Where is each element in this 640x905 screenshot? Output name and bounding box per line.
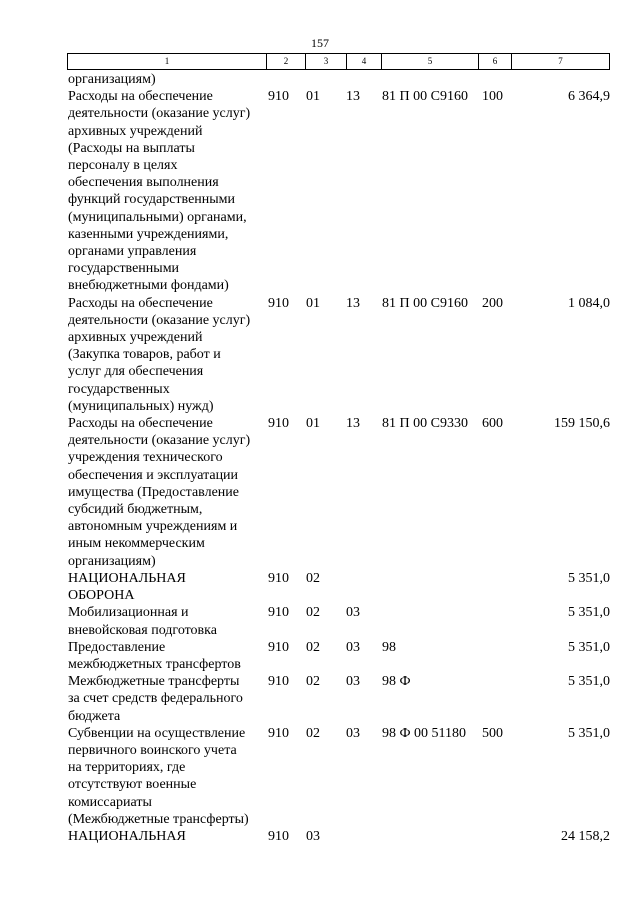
row-sum: 5 351,0 xyxy=(568,725,610,741)
table-row xyxy=(0,415,640,570)
row-name: НАЦИОНАЛЬНАЯ ОБОРОНА xyxy=(68,570,186,604)
row-ved: 910 xyxy=(268,605,289,621)
row-pr: 13 xyxy=(346,295,360,311)
row-rz: 02 xyxy=(306,605,320,621)
row-csr: 81 П 00 С9160 xyxy=(382,295,468,311)
table-row xyxy=(0,570,640,604)
row-name: Предоставление межбюджетных трансфертов xyxy=(68,639,241,672)
table-row xyxy=(0,725,640,828)
header-col-4: 4 xyxy=(346,53,382,70)
table-body xyxy=(0,71,640,845)
row-ved: 910 xyxy=(268,570,289,586)
table-header xyxy=(67,53,609,69)
row-sum: 159 150,6 xyxy=(554,416,610,432)
row-name: Расходы на обеспечение деятельности (оказание услуг) архивных учреждений (Расходы на выплаты персоналу в целях обеспечения выполнения функций государственными (муниципальными) органами, казенными учреждениями, органами управления государственными внебюджетными фондами) xyxy=(68,89,251,294)
row-sum: 24 158,2 xyxy=(561,828,610,844)
row-sum: 5 351,0 xyxy=(568,605,610,621)
row-pr: 03 xyxy=(346,674,360,690)
row-ved: 910 xyxy=(268,89,289,105)
row-rz: 02 xyxy=(306,639,320,655)
row-pr: 03 xyxy=(346,605,360,621)
row-name: Межбюджетные трансферты за счет средств федерального бюджета xyxy=(68,674,243,724)
row-name: Мобилизационная и вневойсковая подготовка xyxy=(68,605,217,638)
table-row xyxy=(0,295,640,415)
row-pr: 03 xyxy=(346,725,360,741)
row-rz: 03 xyxy=(306,828,320,844)
row-ved: 910 xyxy=(268,295,289,311)
row-name: организациям) xyxy=(68,72,156,87)
row-csr: 81 П 00 С9330 xyxy=(382,416,468,432)
row-rz: 01 xyxy=(306,416,320,432)
header-col-6: 6 xyxy=(478,53,512,70)
row-ved: 910 xyxy=(268,725,289,741)
header-col-3: 3 xyxy=(305,53,347,70)
row-vr: 100 xyxy=(482,89,503,105)
row-name: Субвенции на осуществление первичного воинского учета на территориях, где отсутствуют военные комиссариаты (Межбюджетные трансферты) xyxy=(68,725,249,827)
header-col-1: 1 xyxy=(67,53,267,70)
row-sum: 6 364,9 xyxy=(568,89,610,105)
row-rz: 02 xyxy=(306,674,320,690)
row-sum: 5 351,0 xyxy=(568,570,610,586)
row-ved: 910 xyxy=(268,416,289,432)
header-col-2: 2 xyxy=(266,53,306,70)
table-row xyxy=(0,828,640,845)
row-sum: 5 351,0 xyxy=(568,639,610,655)
row-pr: 13 xyxy=(346,416,360,432)
row-ved: 910 xyxy=(268,639,289,655)
header-col-7: 7 xyxy=(511,53,610,70)
table-row xyxy=(0,639,640,673)
row-csr: 98 xyxy=(382,639,396,655)
row-vr: 200 xyxy=(482,295,503,311)
header-col-5: 5 xyxy=(381,53,479,70)
page-number: 157 xyxy=(311,36,329,50)
row-pr: 03 xyxy=(346,639,360,655)
row-name: Расходы на обеспечение деятельности (оказание услуг) учреждения технического обеспечения и эксплуатации имущества (Предоставление субсидий бюджетным, автономным учреждениям и иным некоммерческим организациям) xyxy=(68,416,251,569)
row-csr: 81 П 00 С9160 xyxy=(382,89,468,105)
row-rz: 01 xyxy=(306,89,320,105)
row-name: НАЦИОНАЛЬНАЯ xyxy=(68,828,186,844)
row-rz: 02 xyxy=(306,725,320,741)
row-name: Расходы на обеспечение деятельности (оказание услуг) архивных учреждений (Закупка товаров, работ и услуг для обеспечения государственных (муниципальных) нужд) xyxy=(68,295,251,414)
row-csr: 98 Ф xyxy=(382,674,411,690)
row-pr: 13 xyxy=(346,89,360,105)
row-rz: 02 xyxy=(306,570,320,586)
row-ved: 910 xyxy=(268,674,289,690)
row-rz: 01 xyxy=(306,295,320,311)
row-vr: 600 xyxy=(482,416,503,432)
table-row xyxy=(0,71,640,88)
table-row xyxy=(0,88,640,294)
row-vr: 500 xyxy=(482,725,503,741)
row-csr: 98 Ф 00 51180 xyxy=(382,725,467,741)
table-row xyxy=(0,604,640,638)
row-sum: 5 351,0 xyxy=(568,674,610,690)
table-row xyxy=(0,673,640,725)
row-ved: 910 xyxy=(268,828,289,844)
row-sum: 1 084,0 xyxy=(568,295,610,311)
